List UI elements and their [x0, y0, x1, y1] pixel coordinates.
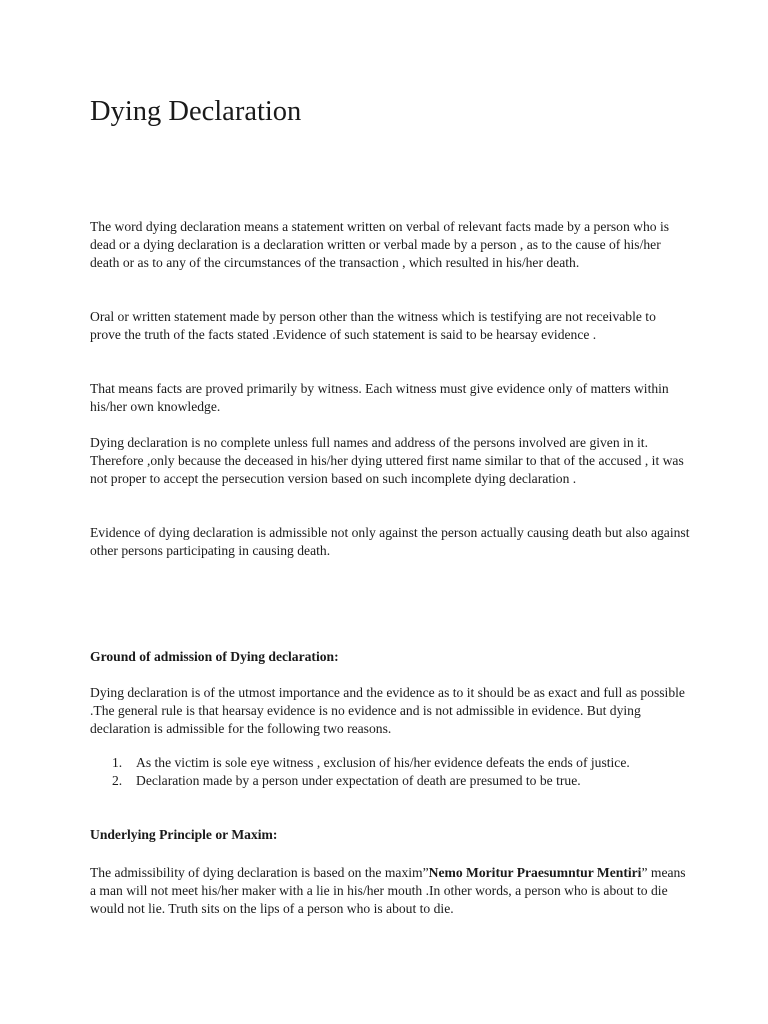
- paragraph-definition: The word dying declaration means a statement written on verbal of relevant facts made by a person who is dead or a dying declaration is a declaration written or verbal made by a person , as to the cause of his/her death or as to any of the circumstances of the transaction , which resulted in his/her death.: [90, 219, 670, 270]
- list-item-text: Declaration made by a person under expectation of death are presumed to be true.: [136, 773, 581, 788]
- paragraph-witness: That means facts are proved primarily by witness. Each witness must give evidence only of matters within his/her own knowledge.: [90, 381, 669, 414]
- list-item: [90, 754, 690, 772]
- paragraph-maxim: [90, 864, 690, 918]
- list-item-number: 1.: [112, 755, 123, 770]
- paragraph-importance: Dying declaration is of the utmost importance and the evidence as to it should be as exact and full as possible .The general rule is that hearsay evidence is no evidence and is not admissible in evidence. But dying declaration is admissible for the following two reasons.: [90, 685, 685, 736]
- reasons-list: [90, 754, 690, 790]
- list-item-text: As the victim is sole eye witness , exclusion of his/her evidence defeats the ends of justice.: [136, 755, 630, 770]
- section-heading-underlying-principle: Underlying Principle or Maxim:: [90, 827, 278, 842]
- maxim-explanation-text: ” means a man will not meet his/her maker with a lie in his/her mouth .In other words, a person who is about to die would not lie. Truth sits on the lips of a person who is about to die.: [90, 865, 686, 916]
- list-item-number: 2.: [112, 773, 123, 788]
- paragraph-admissible: Evidence of dying declaration is admissible not only against the person actually causing death but also against other persons participating in causing death.: [90, 525, 690, 558]
- list-item: [90, 772, 690, 790]
- document-title: Dying Declaration: [90, 96, 302, 127]
- paragraph-complete-names: Dying declaration is no complete unless full names and address of the persons involved are given in it. Therefore ,only because the deceased in his/her dying uttered first name similar to that of the accused , it was not proper to accept the persecution version based on such incomplete dying declaration .: [90, 435, 684, 486]
- section-heading-ground-of-admission: Ground of admission of Dying declaration:: [90, 649, 339, 664]
- maxim-intro-text: The admissibility of dying declaration is based on the maxim”: [90, 865, 429, 880]
- maxim-latin-text: Nemo Moritur Praesumntur Mentiri: [428, 865, 642, 880]
- paragraph-hearsay: Oral or written statement made by person other than the witness which is testifying are not receivable to prove the truth of the facts stated .Evidence of such statement is said to be hearsay evidence .: [90, 309, 656, 342]
